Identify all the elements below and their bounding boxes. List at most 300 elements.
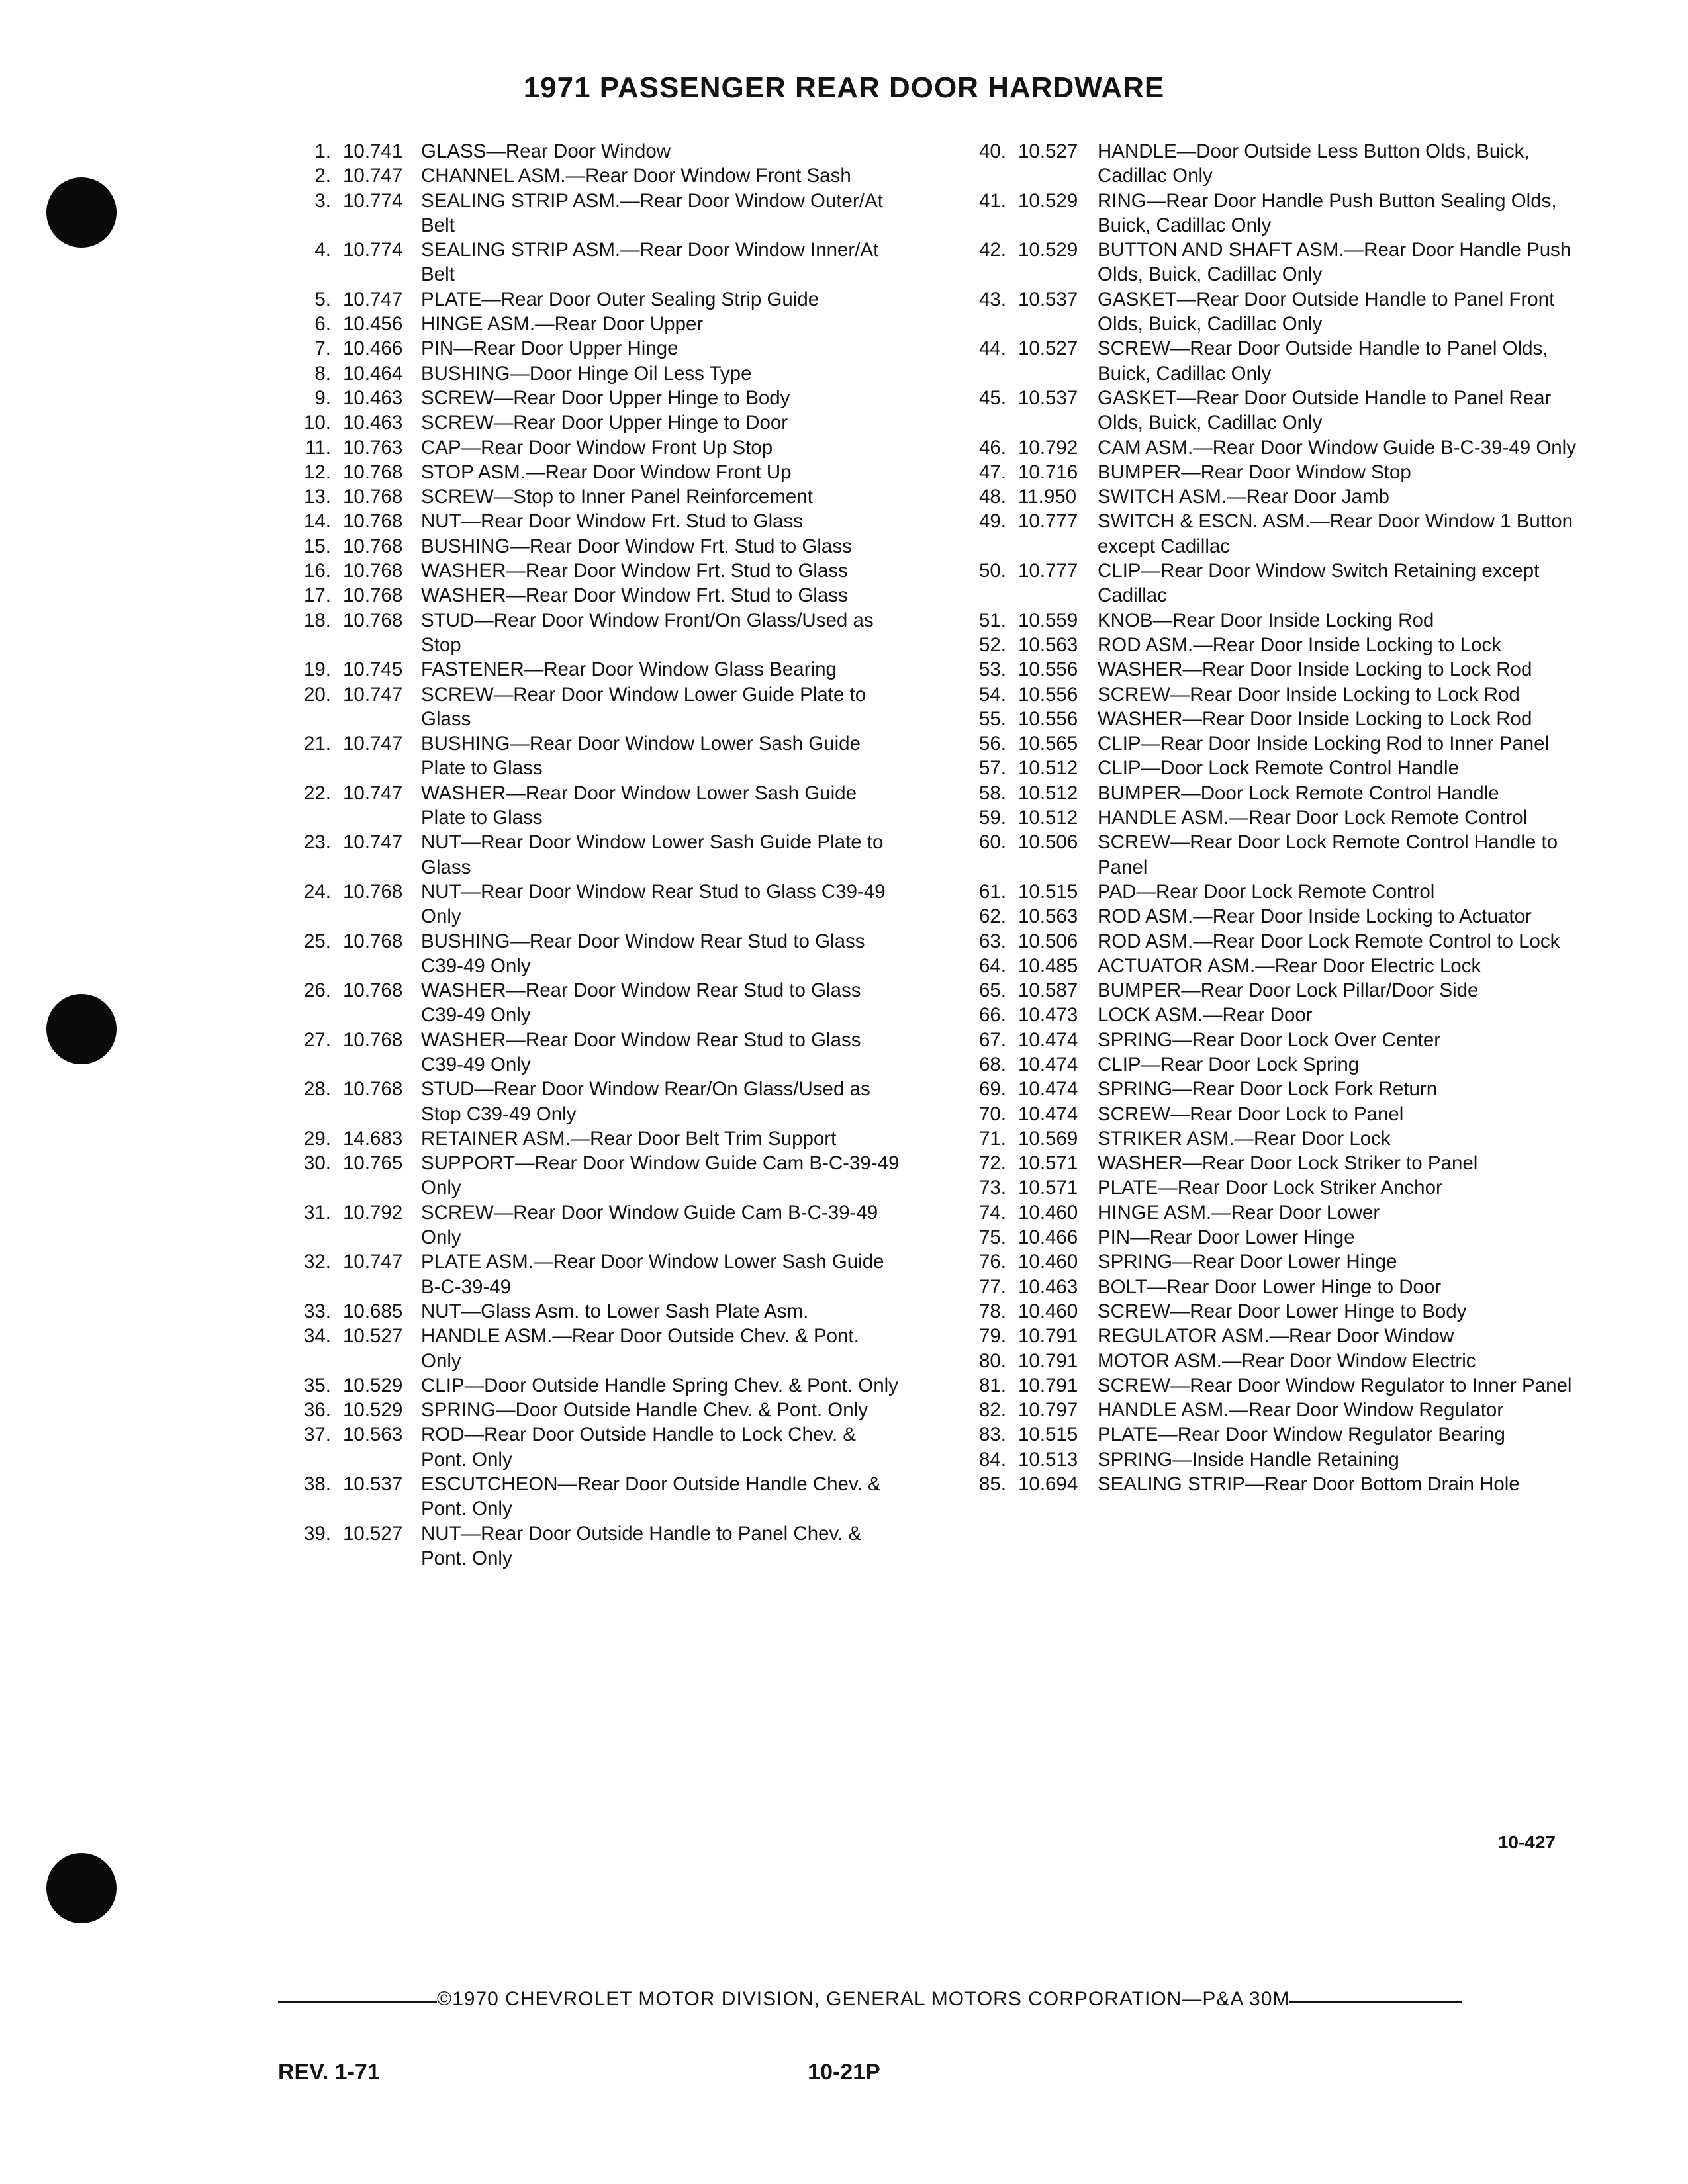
part-reference: 10.556 bbox=[1018, 659, 1078, 681]
part-number: 8. bbox=[314, 362, 331, 385]
part-entry bbox=[940, 287, 1602, 337]
part-description: ROD ASM.—Rear Door Inside Locking to Actuator bbox=[1098, 905, 1532, 928]
part-number: 76. bbox=[978, 1251, 1006, 1273]
part-reference: 10.747 bbox=[343, 165, 403, 187]
part-reference: 10.716 bbox=[1018, 461, 1078, 483]
part-entry bbox=[278, 435, 900, 460]
part-reference: 10.563 bbox=[1018, 905, 1078, 928]
part-description: STUD—Rear Door Window Rear/On Glass/Used as Stop C39-49 Only bbox=[421, 1078, 870, 1125]
part-description: WASHER—Rear Door Window Frt. Stud to Glass bbox=[421, 584, 848, 607]
part-number: 57. bbox=[978, 757, 1006, 780]
part-reference: 10.527 bbox=[343, 1325, 403, 1347]
part-reference: 10.463 bbox=[343, 412, 403, 434]
part-reference: 10.563 bbox=[1018, 633, 1078, 656]
part-number: 69. bbox=[978, 1078, 1006, 1101]
part-reference: 10.529 bbox=[1018, 239, 1078, 261]
part-description: FASTENER—Rear Door Window Glass Bearing bbox=[421, 659, 837, 681]
binder-hole bbox=[46, 994, 117, 1064]
part-description: SWITCH ASM.—Rear Door Jamb bbox=[1098, 486, 1389, 508]
part-number: 46. bbox=[978, 436, 1006, 459]
part-entry bbox=[940, 1472, 1602, 1496]
part-number: 78. bbox=[978, 1300, 1006, 1322]
part-entry bbox=[278, 361, 900, 386]
part-description: SEALING STRIP ASM.—Rear Door Window Outer/At Belt bbox=[421, 189, 883, 236]
part-description: BUTTON AND SHAFT ASM.—Rear Door Handle Push Olds, Buick, Cadillac Only bbox=[1098, 239, 1571, 286]
part-description: CLIP—Door Lock Remote Control Handle bbox=[1098, 757, 1459, 780]
part-number: 5. bbox=[314, 288, 331, 310]
part-entry bbox=[940, 731, 1602, 756]
part-reference: 10.569 bbox=[1018, 1127, 1078, 1150]
part-reference: 10.694 bbox=[1018, 1473, 1078, 1496]
part-number: 38. bbox=[303, 1473, 331, 1496]
part-entry bbox=[278, 238, 900, 287]
part-number: 56. bbox=[978, 733, 1006, 755]
part-description: HANDLE ASM.—Rear Door Outside Chev. & Pont. Only bbox=[421, 1325, 859, 1372]
part-number: 24. bbox=[303, 880, 331, 903]
part-reference: 10.473 bbox=[1018, 1004, 1078, 1026]
part-number: 20. bbox=[303, 683, 331, 705]
part-number: 66. bbox=[978, 1004, 1006, 1026]
part-number: 41. bbox=[978, 189, 1006, 212]
part-entry bbox=[278, 1422, 900, 1472]
part-reference: 10.571 bbox=[1018, 1177, 1078, 1199]
part-entry bbox=[278, 509, 900, 533]
part-description: SEALING STRIP—Rear Door Bottom Drain Hole bbox=[1098, 1473, 1520, 1496]
part-number: 47. bbox=[978, 461, 1006, 483]
part-number: 25. bbox=[303, 930, 331, 952]
part-entry bbox=[940, 1422, 1602, 1447]
part-description: WASHER—Rear Door Inside Locking to Lock Rod bbox=[1098, 707, 1532, 730]
part-description: RETAINER ASM.—Rear Door Belt Trim Support bbox=[421, 1127, 837, 1150]
part-entry bbox=[940, 509, 1602, 559]
part-reference: 10.791 bbox=[1018, 1349, 1078, 1372]
part-number: 42. bbox=[978, 239, 1006, 261]
part-number: 79. bbox=[978, 1325, 1006, 1347]
part-reference: 10.464 bbox=[343, 362, 403, 385]
part-entry bbox=[278, 880, 900, 929]
part-entry bbox=[278, 163, 900, 188]
part-reference: 10.768 bbox=[343, 1078, 403, 1101]
part-entry bbox=[940, 756, 1602, 780]
part-description: KNOB—Rear Door Inside Locking Rod bbox=[1098, 609, 1434, 631]
part-entry bbox=[278, 386, 900, 410]
part-description: CLIP—Rear Door Window Switch Retaining except Cadillac bbox=[1098, 560, 1540, 607]
part-description: SCREW—Rear Door Lower Hinge to Body bbox=[1098, 1300, 1467, 1322]
part-number: 73. bbox=[978, 1177, 1006, 1199]
part-number: 59. bbox=[978, 807, 1006, 829]
part-description: ROD ASM.—Rear Door Inside Locking to Lock bbox=[1098, 633, 1501, 656]
part-entry bbox=[278, 1126, 900, 1151]
part-reference: 10.559 bbox=[1018, 609, 1078, 631]
part-reference: 10.556 bbox=[1018, 683, 1078, 705]
part-entry bbox=[940, 1201, 1602, 1225]
part-description: CAM ASM.—Rear Door Window Guide B-C-39-49 Only bbox=[1098, 436, 1576, 459]
part-entry bbox=[940, 386, 1602, 435]
part-description: SPRING—Door Outside Handle Chev. & Pont. Only bbox=[421, 1399, 868, 1422]
part-reference: 10.474 bbox=[1018, 1078, 1078, 1101]
part-description: LOCK ASM.—Rear Door bbox=[1098, 1004, 1313, 1026]
part-number: 6. bbox=[314, 313, 331, 336]
part-description: SPRING—Rear Door Lock Fork Return bbox=[1098, 1078, 1438, 1101]
part-entry bbox=[940, 682, 1602, 707]
part-number: 33. bbox=[303, 1300, 331, 1322]
part-reference: 10.537 bbox=[1018, 387, 1078, 409]
part-entry bbox=[278, 312, 900, 336]
part-number: 22. bbox=[303, 782, 331, 804]
part-description: SPRING—Rear Door Lower Hinge bbox=[1098, 1251, 1397, 1273]
part-number: 54. bbox=[978, 683, 1006, 705]
part-entry bbox=[278, 189, 900, 238]
part-reference: 10.474 bbox=[1018, 1103, 1078, 1125]
part-description: REGULATOR ASM.—Rear Door Window bbox=[1098, 1325, 1454, 1347]
part-reference: 10.747 bbox=[343, 782, 403, 804]
part-reference: 10.474 bbox=[1018, 1053, 1078, 1075]
part-reference: 10.747 bbox=[343, 288, 403, 310]
part-reference: 10.747 bbox=[343, 831, 403, 854]
part-description: WASHER—Rear Door Inside Locking to Lock Rod bbox=[1098, 659, 1532, 681]
part-reference: 10.529 bbox=[343, 1399, 403, 1422]
part-description: WASHER—Rear Door Window Frt. Stud to Glass bbox=[421, 560, 848, 582]
part-entry bbox=[940, 435, 1602, 460]
part-reference: 10.768 bbox=[343, 461, 403, 483]
part-reference: 14.683 bbox=[343, 1127, 403, 1150]
part-description: ESCUTCHEON—Rear Door Outside Handle Chev. & Pont. Only bbox=[421, 1473, 881, 1520]
part-number: 37. bbox=[303, 1424, 331, 1446]
part-number: 75. bbox=[978, 1226, 1006, 1249]
part-description: MOTOR ASM.—Rear Door Window Electric bbox=[1098, 1349, 1476, 1372]
part-entry bbox=[940, 978, 1602, 1003]
part-entry bbox=[278, 731, 900, 781]
part-entry bbox=[278, 929, 900, 979]
part-reference: 11.950 bbox=[1018, 486, 1077, 508]
part-number: 43. bbox=[978, 288, 1006, 310]
part-reference: 10.463 bbox=[1018, 1275, 1078, 1298]
part-reference: 10.515 bbox=[1018, 880, 1078, 903]
part-entry bbox=[278, 1373, 900, 1398]
part-number: 84. bbox=[978, 1448, 1006, 1471]
revision-label: REV. 1-71 bbox=[278, 2060, 380, 2085]
part-number: 40. bbox=[978, 140, 1006, 162]
part-reference: 10.768 bbox=[343, 609, 403, 631]
part-description: WASHER—Rear Door Window Rear Stud to Glass C39-49 Only bbox=[421, 1028, 861, 1075]
part-description: CAP—Rear Door Window Front Up Stop bbox=[421, 436, 773, 459]
part-reference: 10.512 bbox=[1018, 757, 1078, 780]
part-description: RING—Rear Door Handle Push Button Sealing Olds, Buick, Cadillac Only bbox=[1098, 189, 1557, 236]
part-entry bbox=[940, 633, 1602, 657]
part-reference: 10.777 bbox=[1018, 560, 1078, 582]
part-number: 44. bbox=[978, 338, 1006, 360]
part-number: 77. bbox=[978, 1275, 1006, 1298]
part-reference: 10.768 bbox=[343, 979, 403, 1002]
part-entry bbox=[278, 559, 900, 583]
part-entry bbox=[278, 978, 900, 1028]
part-entry bbox=[278, 1472, 900, 1522]
part-description: CLIP—Door Outside Handle Spring Chev. & Pont. Only bbox=[421, 1374, 898, 1396]
part-reference: 10.797 bbox=[1018, 1399, 1078, 1422]
part-description: SCREW—Rear Door Lock to Panel bbox=[1098, 1103, 1404, 1125]
part-reference: 10.774 bbox=[343, 189, 403, 212]
part-entry bbox=[278, 410, 900, 435]
part-entry bbox=[278, 1398, 900, 1422]
part-description: SWITCH & ESCN. ASM.—Rear Door Window 1 Button except Cadillac bbox=[1098, 510, 1573, 557]
part-description: STRIKER ASM.—Rear Door Lock bbox=[1098, 1127, 1391, 1150]
part-entry bbox=[940, 1275, 1602, 1299]
part-entry bbox=[278, 830, 900, 880]
part-description: BUSHING—Rear Door Window Lower Sash Guide Plate to Glass bbox=[421, 733, 861, 780]
part-entry bbox=[940, 1225, 1602, 1250]
part-description: SCREW—Rear Door Upper Hinge to Door bbox=[421, 412, 788, 434]
part-entry bbox=[940, 336, 1602, 386]
part-number: 21. bbox=[303, 733, 331, 755]
part-reference: 10.460 bbox=[1018, 1300, 1078, 1322]
part-reference: 10.513 bbox=[1018, 1448, 1078, 1471]
part-description: SUPPORT—Rear Door Window Guide Cam B-C-39-49 Only bbox=[421, 1152, 900, 1199]
part-entry bbox=[940, 707, 1602, 731]
part-reference: 10.537 bbox=[1018, 288, 1078, 310]
part-description: SCREW—Stop to Inner Panel Reinforcement bbox=[421, 486, 813, 508]
part-description: PLATE—Rear Door Window Regulator Bearing bbox=[1098, 1424, 1505, 1446]
part-entry bbox=[940, 1398, 1602, 1422]
part-description: NUT—Glass Asm. to Lower Sash Plate Asm. bbox=[421, 1300, 809, 1322]
part-description: SCREW—Rear Door Outside Handle to Panel Olds, Buick, Cadillac Only bbox=[1098, 338, 1548, 385]
part-number: 3. bbox=[314, 189, 331, 212]
part-entry bbox=[940, 1077, 1602, 1101]
part-number: 53. bbox=[978, 659, 1006, 681]
part-number: 18. bbox=[303, 609, 331, 631]
part-reference: 10.463 bbox=[343, 387, 403, 409]
part-number: 74. bbox=[978, 1201, 1006, 1224]
part-description: SCREW—Rear Door Window Regulator to Inner Panel bbox=[1098, 1374, 1572, 1396]
part-description: BUMPER—Rear Door Lock Pillar/Door Side bbox=[1098, 979, 1479, 1002]
part-entry bbox=[278, 139, 900, 163]
part-description: NUT—Rear Door Window Lower Sash Guide Plate to Glass bbox=[421, 831, 884, 878]
part-entry bbox=[278, 583, 900, 608]
part-description: WASHER—Rear Door Lock Striker to Panel bbox=[1098, 1152, 1478, 1175]
part-entry bbox=[940, 238, 1602, 287]
part-number: 10. bbox=[303, 412, 331, 434]
part-number: 65. bbox=[978, 979, 1006, 1002]
part-reference: 10.466 bbox=[343, 338, 403, 360]
part-entry bbox=[940, 1028, 1602, 1052]
part-description: GASKET—Rear Door Outside Handle to Panel Front Olds, Buick, Cadillac Only bbox=[1098, 288, 1555, 336]
part-description: SCREW—Rear Door Window Lower Guide Plate to Glass bbox=[421, 683, 867, 730]
part-number: 68. bbox=[978, 1053, 1006, 1075]
part-description: SEALING STRIP ASM.—Rear Door Window Inner/At Belt bbox=[421, 239, 879, 286]
part-description: ROD ASM.—Rear Door Lock Remote Control to Lock bbox=[1098, 930, 1560, 952]
part-reference: 10.515 bbox=[1018, 1424, 1078, 1446]
part-entry bbox=[940, 1175, 1602, 1200]
part-reference: 10.571 bbox=[1018, 1152, 1078, 1175]
part-entry bbox=[940, 1250, 1602, 1274]
part-number: 12. bbox=[303, 461, 331, 483]
part-entry bbox=[278, 1299, 900, 1324]
part-description: GLASS—Rear Door Window bbox=[421, 140, 671, 162]
part-number: 35. bbox=[303, 1374, 331, 1396]
part-entry bbox=[278, 1077, 900, 1126]
part-entry bbox=[940, 1052, 1602, 1077]
part-entry bbox=[278, 1250, 900, 1299]
part-description: BUMPER—Rear Door Window Stop bbox=[1098, 461, 1411, 483]
part-reference: 10.768 bbox=[343, 584, 403, 607]
part-reference: 10.506 bbox=[1018, 831, 1078, 854]
part-number: 60. bbox=[978, 831, 1006, 854]
footer-copyright: ©1970 CHEVROLET MOTOR DIVISION, GENERAL MOTORS CORPORATION—P&A 30M bbox=[437, 1988, 1290, 2010]
part-description: PLATE ASM.—Rear Door Window Lower Sash Guide B-C-39-49 bbox=[421, 1251, 884, 1298]
part-description: NUT—Rear Door Window Frt. Stud to Glass bbox=[421, 510, 804, 533]
part-description: BUSHING—Rear Door Window Rear Stud to Glass C39-49 Only bbox=[421, 930, 865, 977]
part-entry bbox=[940, 657, 1602, 682]
part-number: 2. bbox=[314, 165, 331, 187]
part-reference: 10.763 bbox=[343, 436, 403, 459]
part-description: GASKET—Rear Door Outside Handle to Panel Rear Olds, Buick, Cadillac Only bbox=[1098, 387, 1552, 434]
part-description: BUMPER—Door Lock Remote Control Handle bbox=[1098, 782, 1499, 804]
part-reference: 10.791 bbox=[1018, 1374, 1078, 1396]
part-entry bbox=[940, 1324, 1602, 1348]
part-reference: 10.537 bbox=[343, 1473, 403, 1496]
part-number: 50. bbox=[978, 560, 1006, 582]
part-number: 51. bbox=[978, 609, 1006, 631]
page-title: 1971 PASSENGER REAR DOOR HARDWARE bbox=[523, 71, 1165, 104]
part-entry bbox=[940, 608, 1602, 633]
part-entry bbox=[278, 287, 900, 312]
part-number: 23. bbox=[303, 831, 331, 854]
part-number: 26. bbox=[303, 979, 331, 1002]
part-entry bbox=[278, 781, 900, 831]
part-description: BUSHING—Rear Door Window Frt. Stud to Glass bbox=[421, 535, 852, 557]
part-number: 82. bbox=[978, 1399, 1006, 1422]
part-reference: 10.527 bbox=[1018, 140, 1078, 162]
part-description: WASHER—Rear Door Window Lower Sash Guide Plate to Glass bbox=[421, 782, 857, 829]
part-entry bbox=[940, 830, 1602, 880]
part-number: 9. bbox=[314, 387, 331, 409]
part-reference: 10.466 bbox=[1018, 1226, 1078, 1249]
part-reference: 10.512 bbox=[1018, 807, 1078, 829]
part-entry bbox=[940, 1349, 1602, 1373]
part-reference: 10.777 bbox=[1018, 510, 1078, 533]
part-entry bbox=[278, 1324, 900, 1373]
part-entry bbox=[940, 1447, 1602, 1472]
part-reference: 10.527 bbox=[343, 1522, 403, 1545]
part-description: CLIP—Rear Door Inside Locking Rod to Inner Panel bbox=[1098, 733, 1550, 755]
figure-reference: 10-427 bbox=[1497, 1832, 1556, 1852]
footer-rule-left bbox=[278, 2001, 437, 2003]
part-reference: 10.768 bbox=[343, 486, 403, 508]
part-reference: 10.791 bbox=[1018, 1325, 1078, 1347]
part-description: WASHER—Rear Door Window Rear Stud to Glass C39-49 Only bbox=[421, 979, 861, 1026]
part-entry bbox=[940, 805, 1602, 830]
part-number: 81. bbox=[978, 1374, 1006, 1396]
part-reference: 10.768 bbox=[343, 510, 403, 533]
part-reference: 10.563 bbox=[343, 1424, 403, 1446]
part-description: BOLT—Rear Door Lower Hinge to Door bbox=[1098, 1275, 1442, 1298]
part-number: 30. bbox=[303, 1152, 331, 1175]
part-entry bbox=[940, 1299, 1602, 1324]
part-number: 36. bbox=[303, 1399, 331, 1422]
part-entry bbox=[940, 189, 1602, 238]
part-entry bbox=[940, 781, 1602, 805]
part-reference: 10.765 bbox=[343, 1152, 403, 1175]
part-reference: 10.768 bbox=[343, 930, 403, 952]
part-number: 52. bbox=[978, 633, 1006, 656]
part-description: PAD—Rear Door Lock Remote Control bbox=[1098, 880, 1435, 903]
part-reference: 10.768 bbox=[343, 535, 403, 557]
part-number: 34. bbox=[303, 1325, 331, 1347]
part-entry bbox=[940, 1126, 1602, 1151]
part-description: HINGE ASM.—Rear Door Lower bbox=[1098, 1201, 1380, 1224]
part-description: CHANNEL ASM.—Rear Door Window Front Sash bbox=[421, 165, 851, 187]
part-number: 7. bbox=[314, 338, 331, 360]
part-reference: 10.460 bbox=[1018, 1251, 1078, 1273]
part-number: 67. bbox=[978, 1028, 1006, 1051]
part-entry bbox=[278, 1028, 900, 1077]
binder-hole bbox=[46, 1853, 117, 1923]
part-entry bbox=[278, 682, 900, 732]
part-number: 64. bbox=[978, 954, 1006, 977]
part-description: NUT—Rear Door Outside Handle to Panel Chev. & Pont. Only bbox=[421, 1522, 862, 1569]
footer-rule-right bbox=[1289, 2001, 1462, 2003]
part-number: 28. bbox=[303, 1078, 331, 1101]
part-reference: 10.485 bbox=[1018, 954, 1078, 977]
part-reference: 10.506 bbox=[1018, 930, 1078, 952]
part-reference: 10.747 bbox=[343, 683, 403, 705]
part-entry bbox=[278, 1201, 900, 1250]
part-description: SCREW—Rear Door Upper Hinge to Body bbox=[421, 387, 790, 409]
part-reference: 10.456 bbox=[343, 313, 403, 336]
part-reference: 10.745 bbox=[343, 659, 403, 681]
part-number: 1. bbox=[314, 140, 331, 162]
part-entry bbox=[940, 880, 1602, 904]
parts-list-right bbox=[940, 139, 1602, 1496]
part-description: HANDLE ASM.—Rear Door Lock Remote Control bbox=[1098, 807, 1528, 829]
part-number: 17. bbox=[303, 584, 331, 607]
part-number: 58. bbox=[978, 782, 1006, 804]
part-description: ROD—Rear Door Outside Handle to Lock Chev. & Pont. Only bbox=[421, 1424, 856, 1471]
part-reference: 10.747 bbox=[343, 1251, 403, 1273]
part-reference: 10.768 bbox=[343, 560, 403, 582]
part-entry bbox=[278, 608, 900, 658]
part-number: 19. bbox=[303, 659, 331, 681]
part-entry bbox=[940, 484, 1602, 509]
part-number: 48. bbox=[978, 486, 1006, 508]
page-number: 10-21P bbox=[808, 2060, 880, 2085]
part-number: 4. bbox=[314, 239, 331, 261]
part-reference: 10.747 bbox=[343, 733, 403, 755]
part-description: SPRING—Rear Door Lock Over Center bbox=[1098, 1028, 1441, 1051]
part-number: 31. bbox=[303, 1201, 331, 1224]
part-description: HINGE ASM.—Rear Door Upper bbox=[421, 313, 704, 336]
part-number: 15. bbox=[303, 535, 331, 557]
part-reference: 10.529 bbox=[343, 1374, 403, 1396]
part-entry bbox=[940, 559, 1602, 608]
part-reference: 10.768 bbox=[343, 1028, 403, 1051]
part-number: 39. bbox=[303, 1522, 331, 1545]
part-description: ACTUATOR ASM.—Rear Door Electric Lock bbox=[1098, 954, 1481, 977]
part-reference: 10.529 bbox=[1018, 189, 1078, 212]
part-reference: 10.474 bbox=[1018, 1028, 1078, 1051]
part-reference: 10.792 bbox=[343, 1201, 403, 1224]
part-entry bbox=[278, 460, 900, 484]
part-entry bbox=[940, 1003, 1602, 1027]
part-number: 63. bbox=[978, 930, 1006, 952]
part-description: HANDLE—Door Outside Less Button Olds, Buick, Cadillac Only bbox=[1098, 140, 1530, 187]
part-reference: 10.527 bbox=[1018, 338, 1078, 360]
part-number: 32. bbox=[303, 1251, 331, 1273]
part-number: 14. bbox=[303, 510, 331, 533]
part-number: 72. bbox=[978, 1152, 1006, 1175]
part-number: 71. bbox=[978, 1127, 1006, 1150]
part-description: STOP ASM.—Rear Door Window Front Up bbox=[421, 461, 792, 483]
part-description: STUD—Rear Door Window Front/On Glass/Used as Stop bbox=[421, 609, 874, 656]
